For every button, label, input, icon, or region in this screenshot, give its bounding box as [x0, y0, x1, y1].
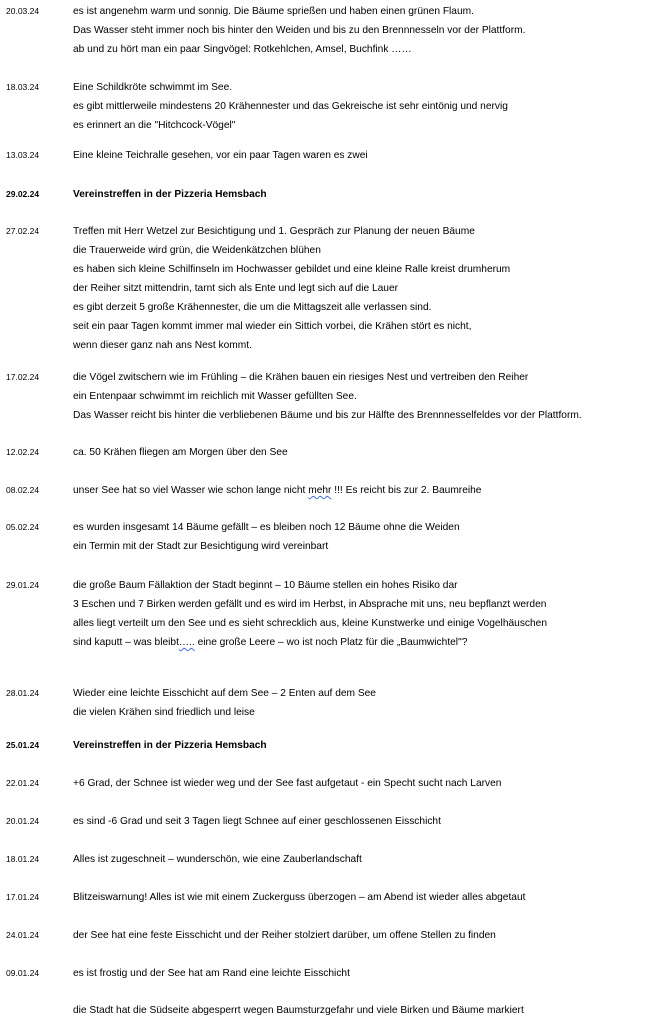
entry-line: ein Entenpaar schwimmt im reichlich mit Wasser gefüllten See.: [73, 391, 357, 402]
entry-line: Alles ist zugeschneit – wunderschön, wie eine Zauberlandschaft: [73, 854, 362, 865]
entry-date: 27.02.24: [6, 226, 40, 236]
entry-line: Das Wasser reicht bis hinter die verbliebenen Bäume und bis zur Hälfte des Brennnesselfeldes vor der Plattform.: [73, 410, 582, 421]
entry-date: 09.01.24: [6, 968, 40, 978]
entry-date: 17.01.24: [6, 892, 40, 902]
entry-date: 20.03.24: [6, 6, 40, 16]
entry-text: [73, 774, 648, 793]
entry-date: 28.01.24: [6, 688, 40, 698]
entry-line: Treffen mit Herr Wetzel zur Besichtigung und 1. Gespräch zur Planung der neuen Bäume: [73, 226, 475, 237]
entry-line: es gibt mittlerweile mindestens 20 Krähennester und das Gekreische ist sehr eintönig und nervig: [73, 101, 508, 112]
entry-line: +6 Grad, der Schnee ist wieder weg und der See fast aufgetaut - ein Specht sucht nach Larven: [73, 778, 502, 789]
entry-line: unser See hat so viel Wasser wie schon lange nicht mehr !!! Es reicht bis zur 2. Baumreihe: [73, 485, 482, 496]
entry-text: [73, 926, 648, 945]
entry-line: es erinnert an die "Hitchcock-Vögel": [73, 120, 236, 131]
entry-line: die Trauerweide wird grün, die Weidenkätzchen blühen: [73, 245, 321, 256]
entry-text: [73, 736, 648, 755]
entry-line: es gibt derzeit 5 große Krähennester, die um die Mittagszeit alle verlassen sind.: [73, 302, 432, 313]
entry-line: Eine kleine Teichralle gesehen, vor ein paar Tagen waren es zwei: [73, 150, 368, 161]
entry-text: [73, 888, 648, 907]
entry-text: [73, 368, 648, 425]
entry-line: Das Wasser steht immer noch bis hinter den Weiden und bis zu den Brennnesseln vor der Plattform.: [73, 25, 526, 36]
entry-date: 29.01.24: [6, 580, 40, 590]
entry-text: [73, 2, 648, 59]
entry-date: 24.01.24: [6, 930, 40, 940]
entry-date: 13.03.24: [6, 150, 40, 160]
entry-line: es wurden insgesamt 14 Bäume gefällt – es bleiben noch 12 Bäume ohne die Weiden: [73, 522, 460, 533]
entry-date: 18.03.24: [6, 82, 40, 92]
entry-text: [73, 78, 648, 135]
entry-line: Eine Schildkröte schwimmt im See.: [73, 82, 233, 93]
entry-line: die vielen Krähen sind friedlich und leise: [73, 707, 255, 718]
entry-text: [73, 518, 648, 556]
entry-text: [73, 964, 648, 983]
entry-line: wenn dieser ganz nah ans Nest kommt.: [73, 340, 252, 351]
entry-line: es sind -6 Grad und seit 3 Tagen liegt Schnee auf einer geschlossenen Eisschicht: [73, 816, 441, 827]
entry-line: ab und zu hört man ein paar Singvögel: Rotkehlchen, Amsel, Buchfink ……: [73, 44, 412, 55]
entry-line: die Stadt hat die Südseite abgesperrt wegen Baumsturzgefahr und viele Birken und Bäume markiert: [73, 1005, 524, 1016]
entry-text: [73, 443, 648, 462]
entry-date: 22.01.24: [6, 778, 40, 788]
entry-line: der See hat eine feste Eisschicht und der Reiher stolziert darüber, um offene Stellen zu finden: [73, 930, 496, 941]
entry-line: Vereinstreffen in der Pizzeria Hemsbach: [73, 740, 267, 751]
entry-date: 29.02.24: [6, 189, 40, 199]
entry-text: [73, 222, 648, 355]
entry-line: ca. 50 Krähen fliegen am Morgen über den See: [73, 447, 288, 458]
entry-text: [73, 812, 648, 831]
entry-line: Blitzeiswarnung! Alles ist wie mit einem Zuckerguss überzogen – am Abend ist wieder alles abgetaut: [73, 892, 526, 903]
entry-line: 3 Eschen und 7 Birken werden gefällt und es wird im Herbst, in Absprache mit uns, neu bepflanzt werden: [73, 599, 547, 610]
entry-line: ein Termin mit der Stadt zur Besichtigung wird vereinbart: [73, 541, 329, 552]
entry-text: [73, 684, 648, 722]
entry-line: es ist angenehm warm und sonnig. Die Bäume sprießen und haben einen grünen Flaum.: [73, 6, 474, 17]
entry-date: 25.01.24: [6, 740, 40, 750]
entry-line: der Reiher sitzt mittendrin, tarnt sich als Ente und legt sich auf die Lauer: [73, 283, 399, 294]
entry-text: [73, 481, 648, 500]
entry-line: es haben sich kleine Schilfinseln im Hochwasser gebildet und eine kleine Ralle kreist drumherum: [73, 264, 511, 275]
entry-text: [73, 146, 648, 165]
entry-line: die große Baum Fällaktion der Stadt beginnt – 10 Bäume stellen ein hohes Risiko dar: [73, 580, 458, 591]
entry-date: 18.01.24: [6, 854, 40, 864]
entry-line: sind kaputt – was bleibt….. eine große Leere – wo ist noch Platz für die „Baumwichtel"?: [73, 637, 468, 648]
entry-date: 20.01.24: [6, 816, 40, 826]
entry-date: 08.02.24: [6, 485, 40, 495]
entry-date: 05.02.24: [6, 522, 40, 532]
entry-line: alles liegt verteilt um den See und es sieht schrecklich aus, kleine Kunstwerke und einige Vogelhäuschen: [73, 618, 548, 629]
entry-date: 12.02.24: [6, 447, 40, 457]
entry-line: die Vögel zwitschern wie im Frühling – die Krähen bauen ein riesiges Nest und vertreiben den Reiher: [73, 372, 529, 383]
entry-text: [73, 576, 648, 652]
entry-line: es ist frostig und der See hat am Rand eine leichte Eisschicht: [73, 968, 350, 979]
entry-line: seit ein paar Tagen kommt immer mal wieder ein Sittich vorbei, die Krähen stört es nicht,: [73, 321, 472, 332]
entry-date: 17.02.24: [6, 372, 40, 382]
entry-line: Vereinstreffen in der Pizzeria Hemsbach: [73, 189, 267, 200]
entry-text: [73, 850, 648, 869]
entry-text: [73, 1001, 648, 1020]
entry-line: Wieder eine leichte Eisschicht auf dem See – 2 Enten auf dem See: [73, 688, 376, 699]
entry-text: [73, 185, 648, 204]
